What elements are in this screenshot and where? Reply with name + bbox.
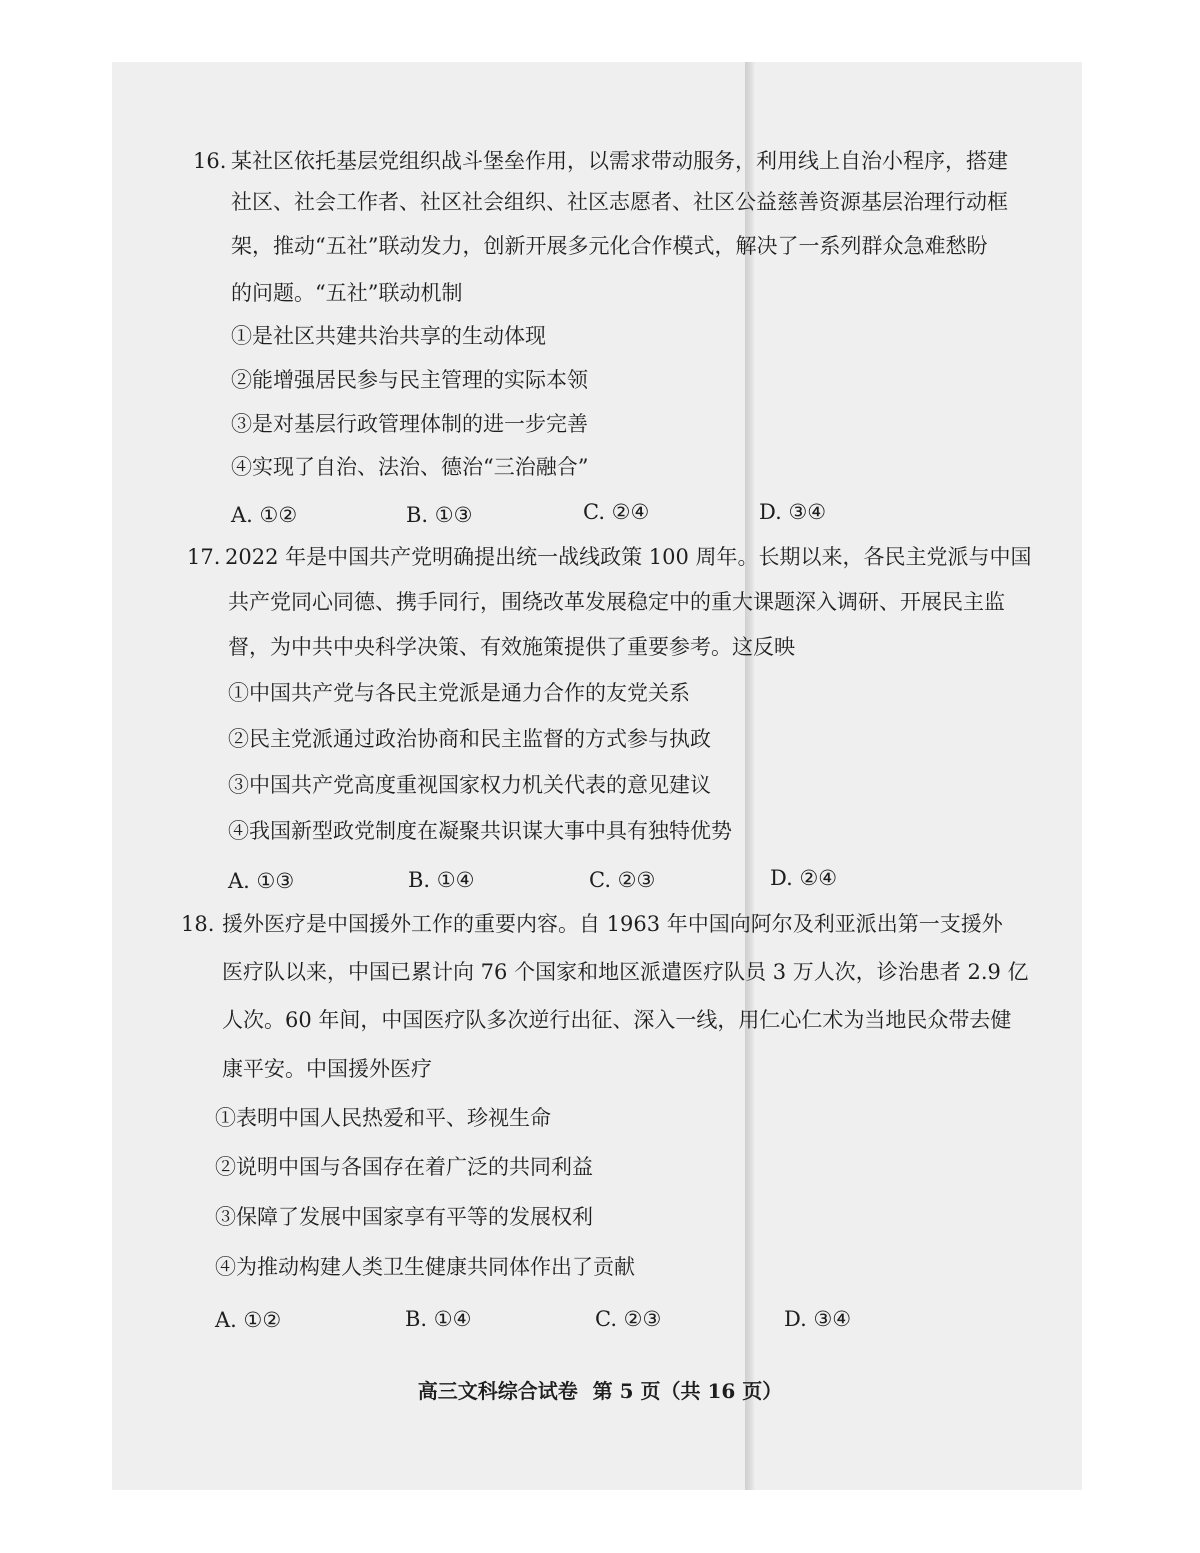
question-number: 17. (187, 545, 221, 569)
option-a: A. ①② (215, 1308, 282, 1332)
statement: ①中国共产党与各民主党派是通力合作的友党关系 (228, 681, 690, 705)
statement: ③是对基层行政管理体制的进一步完善 (231, 412, 588, 436)
statement: ①是社区共建共治共享的生动体现 (231, 324, 546, 348)
option-b: B. ①④ (405, 1307, 472, 1331)
question-stem-line: 架，推动“五社”联动发力，创新开展多元化合作模式，解决了一系列群众急难愁盼 (231, 234, 988, 258)
option-b: B. ①③ (406, 503, 473, 527)
question-stem-line: 某社区依托基层党组织战斗堡垒作用，以需求带动服务，利用线上自治小程序，搭建 (231, 149, 1008, 173)
question-stem-line: 的问题。“五社”联动机制 (231, 281, 463, 305)
question-stem-line: 人次。60 年间，中国医疗队多次逆行出征、深入一线，用仁心仁术为当地民众带去健 (222, 1008, 1012, 1032)
question-stem-line: 共产党同心同德、携手同行，围绕改革发展稳定中的重大课题深入调研、开展民主监 (228, 590, 1005, 614)
exam-title: 高三文科综合试卷 (417, 1379, 578, 1403)
option-d: D. ③④ (784, 1307, 852, 1331)
statement: ②能增强居民参与民主管理的实际本领 (231, 368, 588, 392)
option-c: C. ②③ (595, 1307, 662, 1331)
option-c: C. ②④ (583, 500, 650, 524)
question-stem-line: 督，为中共中央科学决策、有效施策提供了重要参考。这反映 (228, 635, 795, 659)
question-number: 16. (193, 149, 227, 173)
option-c: C. ②③ (589, 868, 656, 892)
statement: ①表明中国人民热爱和平、珍视生命 (215, 1106, 551, 1130)
page-footer (0, 1377, 1200, 1405)
statement: ④为推动构建人类卫生健康共同体作出了贡献 (215, 1255, 635, 1279)
question-stem-line: 社区、社会工作者、社区社会组织、社区志愿者、社区公益慈善资源基层治理行动框 (231, 190, 1008, 214)
statement: ②民主党派通过政治协商和民主监督的方式参与执政 (228, 727, 711, 751)
option-d: D. ②④ (770, 866, 838, 890)
option-d: D. ③④ (759, 500, 827, 524)
statement: ④实现了自治、法治、德治“三治融合” (231, 455, 589, 479)
option-a: A. ①③ (228, 869, 295, 893)
option-a: A. ①② (231, 503, 298, 527)
option-b: B. ①④ (408, 868, 475, 892)
question-number: 18. (181, 912, 215, 936)
question-stem-line: 医疗队以来，中国已累计向 76 个国家和地区派遣医疗队员 3 万人次，诊治患者 2.9 亿 (222, 960, 1029, 984)
question-stem-line: 康平安。中国援外医疗 (222, 1057, 432, 1081)
question-stem-line: 2022 年是中国共产党明确提出统一战线政策 100 周年。长期以来，各民主党派与中国 (225, 545, 1032, 569)
question-stem-line: 援外医疗是中国援外工作的重要内容。自 1963 年中国向阿尔及利亚派出第一支援外 (222, 912, 1003, 936)
statement: ④我国新型政党制度在凝聚共识谋大事中具有独特优势 (228, 819, 732, 843)
statement: ③中国共产党高度重视国家权力机关代表的意见建议 (228, 773, 711, 797)
page-number: 第 5 页（共 16 页） (592, 1379, 783, 1403)
statement: ②说明中国与各国存在着广泛的共同利益 (215, 1155, 593, 1179)
statement: ③保障了发展中国家享有平等的发展权利 (215, 1205, 593, 1229)
paper-fold-shadow (745, 62, 755, 1490)
